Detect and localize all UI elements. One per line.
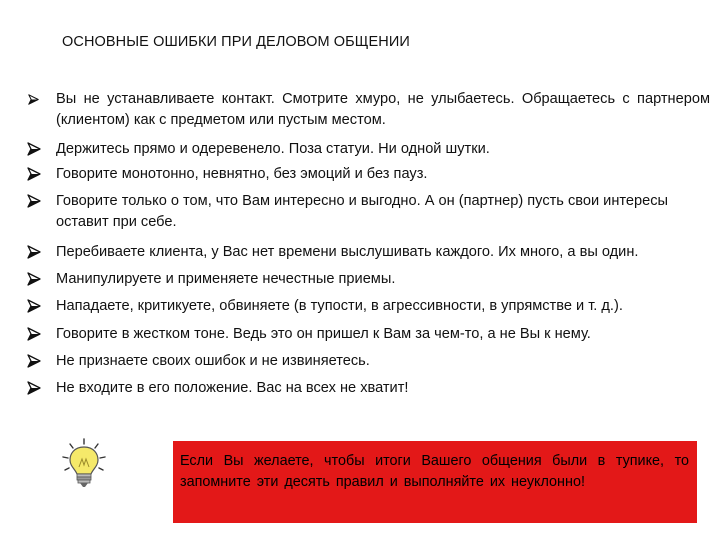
warning-callout: Если Вы желаете, чтобы итоги Вашего общения были в тупике, то запомните эти десять правил и выполняйте их неуклонно! bbox=[173, 441, 697, 523]
list-item-text: Говорите монотонно, невнятно, без эмоций и без пауз. bbox=[56, 166, 428, 182]
arrowhead-bullet-icon bbox=[27, 299, 41, 313]
lightbulb-icon bbox=[60, 437, 108, 491]
list-item-text: Не входите в его положение. Вас на всех не хватит! bbox=[56, 380, 409, 396]
arrowhead-bullet-icon bbox=[27, 272, 41, 286]
arrowhead-bullet-icon bbox=[27, 142, 41, 156]
arrowhead-bullet-icon bbox=[27, 354, 41, 368]
arrowhead-bullet-icon bbox=[27, 327, 41, 341]
list-item-text: Говорите в жестком тоне. Ведь это он пришел к Вам за чем-то, а не Вы к нему. bbox=[56, 326, 591, 342]
list-item-text: Вы не устанавливаете контакт. Смотрите хмуро, не улыбаетесь. Обращаетесь с партнером (клиентом) как с предметом или пустым местом. bbox=[56, 91, 710, 128]
list-item-text: Нападаете, критикуете, обвиняете (в тупости, в агрессивности, в упрямстве и т. д.). bbox=[56, 298, 623, 314]
arrowhead-bullet-icon bbox=[28, 94, 39, 105]
list-item-text: Перебиваете клиента, у Вас нет времени выслушивать каждого. Их много, а вы один. bbox=[56, 244, 639, 260]
list-item-text: Говорите только о том, что Вам интересно и выгодно. А он (партнер) пусть свои интересы оставит при себе. bbox=[56, 193, 669, 230]
list-item-text: Держитесь прямо и одеревенело. Поза статуи. Ни одной шутки. bbox=[56, 141, 490, 157]
arrowhead-bullet-icon bbox=[27, 381, 41, 395]
arrowhead-bullet-icon bbox=[27, 194, 41, 208]
page-title: ОСНОВНЫЕ ОШИБКИ ПРИ ДЕЛОВОМ ОБЩЕНИИ bbox=[62, 34, 410, 50]
list-item-text: Манипулируете и применяете нечестные приемы. bbox=[56, 271, 396, 287]
list-item-text: Не признаете своих ошибок и не извиняетесь. bbox=[56, 353, 370, 369]
arrowhead-bullet-icon bbox=[27, 245, 41, 259]
arrowhead-bullet-icon bbox=[27, 167, 41, 181]
